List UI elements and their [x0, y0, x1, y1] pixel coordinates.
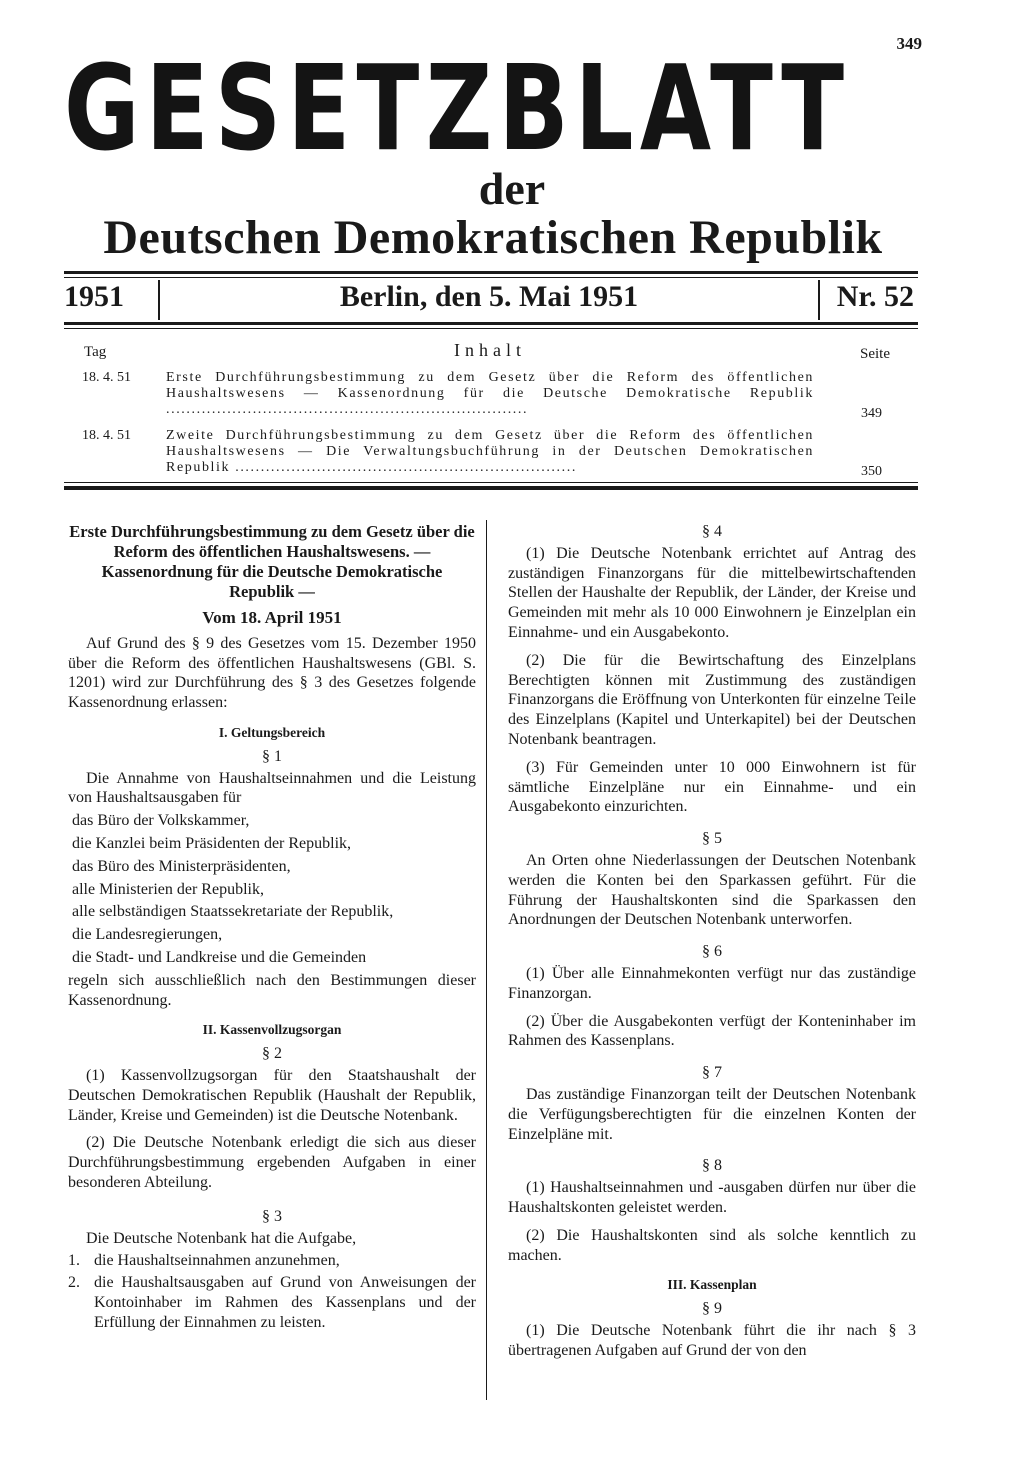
toc-col-tag: Tag [84, 344, 107, 360]
list-item: die Kanzlei beim Präsidenten der Republik, [72, 834, 352, 852]
paragraph-text: (3) Für Gemeinden unter 10 000 Einwohnern ist für sämtliche Einzelpläne nur ein Einnahme- und ein Ausgabekonto einzurichten. [508, 758, 916, 816]
issue-bar [64, 280, 918, 324]
list-item: alle selbständigen Staatssekretariate der Republik, [72, 903, 394, 921]
paragraph-text: Die Annahme von Haushaltseinnahmen und die Leistung von Haushaltsausgaben für [68, 769, 476, 807]
paragraph-text: Die Deutsche Notenbank hat die Aufgabe, [86, 1229, 357, 1247]
numbered-item [68, 1273, 476, 1332]
paragraph-text: (1) Kassenvollzugsorgan für den Staatshaushalt der Deutschen Demokratischen Republik (Haushalt der Republik, Länder, Kreise und Gemeinden) ist die Deutsche Notenbank. [68, 1066, 476, 1124]
paragraph-text: (2) Über die Ausgabekonten verfügt der Konteninhaber im Rahmen des Kassenplans. [508, 1012, 916, 1050]
paragraph-sign: § 1 [262, 747, 282, 765]
list-item: alle Ministerien der Republik, [72, 880, 264, 898]
paragraph-text: (2) Die für die Bewirtschaftung des Einzelplans Berechtigten können mit Zustimmung des zuständigen Finanzorgans die Eröffnung von Unterkonten für einzelne Teile des Einzelplans (Kapitel und Unterkapitel) bei der Deutschen Notenbank beantragen. [508, 651, 916, 748]
paragraph-sign: § 7 [702, 1064, 722, 1082]
list-item: die Landesregierungen, [72, 926, 223, 944]
toc-entry-date: 18. 4. 51 [82, 370, 131, 385]
masthead-der: der [478, 163, 546, 214]
item-number: 2. [68, 1274, 80, 1292]
toc-entry-page: 350 [861, 464, 882, 479]
paragraph-sign: § 8 [702, 1157, 722, 1175]
toc-entry-page: 349 [861, 406, 882, 421]
section-heading: I. Geltungsbereich [218, 724, 326, 740]
toc-entry [64, 370, 918, 426]
paragraph-text: Das zuständige Finanzorgan teilt der Deutschen Notenbank die Verfügungsberechtigten für die einzelnen Konten der Einzelpläne mit. [508, 1085, 916, 1143]
item-text: die Haushaltsausgaben auf Grund von Anweisungen der Kontoinhaber im Rahmen des Kassenplans und der Erfüllung der Einnahmen zu leisten. [94, 1274, 476, 1331]
section-heading: II. Kassenvollzugsorgan [202, 1022, 342, 1038]
toc-entry-text: Zweite Durchführungsbestimmung zu dem Gesetz über die Reform des öffentlichen Haushaltswesens — Die Verwaltungsbuchführung in der Deutschen Demokratischen Republik ................................................................... [166, 428, 814, 475]
paragraph-text: An Orten ohne Niederlassungen der Deutschen Notenbank werden die Konten bei den Sparkassen geführt. Für die Führung der Haushaltskonten sind die Sparkassen den Anordnungen der Deutschen Notenbank unterworfen. [508, 851, 916, 929]
toc-col-seite: Seite [860, 346, 890, 362]
list-item: das Büro der Volkskammer, [72, 812, 250, 830]
toc-entry-text: Erste Durchführungsbestimmung zu dem Gesetz über die Reform des öffentlichen Haushaltswesens — Kassenordnung für die Deutsche Demokratische Republik ....................................................................... [166, 370, 814, 417]
issue-divider-left [158, 280, 160, 320]
paragraph-text: (1) Die Deutsche Notenbank führt die ihr nach § 3 übertragenen Aufgaben auf Grund der von den [508, 1321, 916, 1359]
paragraph-text: (1) Die Deutsche Notenbank errichtet auf Antrag des zuständigen Finanzorgans für die mittelbewirtschaftenden Stellen der Haushalte der Republik, der Länder, der Kreise und Gemeinden mit mehr als 10 000 Einwohnern je Einzelplan ein Einnahme- und ein Ausgabekonto. [508, 544, 916, 641]
paragraph-sign: § 5 [702, 830, 722, 848]
document-date: Vom 18. April 1951 [202, 608, 342, 627]
paragraph-text: (1) Haushaltseinnahmen und -ausgaben dürfen nur über die Haushaltskonten geleistet werden. [508, 1179, 916, 1216]
rule-issue-thin [64, 328, 918, 329]
section-heading: III. Kassenplan [667, 1277, 757, 1293]
toc-header [64, 340, 918, 364]
paragraph-text: (2) Die Haushaltskonten sind als solche kenntlich zu machen. [508, 1226, 916, 1264]
rule-toc-thin [64, 482, 918, 483]
rule-issue-thick [64, 322, 918, 325]
toc-entry [64, 428, 918, 484]
rule-top-thick [64, 271, 918, 274]
document-title: Erste Durchführungsbestimmung zu dem Gesetz über die Reform des öffentlichen Haushaltswesens. — Kassenordnung für die Deutsche Demokratische Republik — [69, 522, 475, 601]
item-number: 1. [68, 1252, 80, 1270]
item-text: die Haushaltseinnahmen anzunehmen, [94, 1252, 340, 1270]
paragraph-text: (2) Die Deutsche Notenbank erledigt die sich aus dieser Durchführungsbestimmung ergebenden Aufgaben in einer besonderen Abteilung. [68, 1134, 476, 1191]
toc-entry-date: 18. 4. 51 [82, 428, 131, 443]
toc-heading: Inhalt [454, 340, 526, 360]
issue-number: Nr. 52 [836, 280, 914, 313]
issue-place-date: Berlin, den 5. Mai 1951 [339, 280, 639, 313]
list-item: das Büro des Ministerpräsidenten, [72, 857, 291, 875]
numbered-item [68, 1251, 476, 1271]
rule-toc-thick [64, 486, 918, 490]
left-column [68, 522, 476, 1335]
issue-divider-right [818, 280, 820, 320]
issue-year: 1951 [64, 280, 124, 313]
list-item: die Stadt- und Landkreise und die Gemeinden [72, 948, 367, 966]
column-divider [486, 520, 487, 1400]
paragraph-text: regeln sich ausschließlich nach den Bestimmungen dieser Kassenordnung. [68, 971, 476, 1009]
paragraph-text: (1) Über alle Einnahmekonten verfügt nur das zuständige Finanzorgan. [508, 964, 916, 1002]
right-column [508, 522, 916, 1368]
paragraph-sign: § 4 [702, 523, 722, 540]
preamble: Auf Grund des § 9 des Gesetzes vom 15. Dezember 1950 über die Reform des öffentlichen Haushaltswesens (GBl. S. 1201) wird zur Durchführung des § 3 des Gesetzes folgende Kassenordnung erlassen: [68, 634, 476, 712]
paragraph-sign: § 3 [262, 1207, 282, 1225]
paragraph-sign: § 2 [262, 1045, 282, 1063]
masthead-title: GESETZBLATT [64, 39, 851, 177]
masthead-subtitle: Deutschen Demokratischen Republik [103, 211, 883, 264]
page-number: 349 [896, 34, 922, 53]
paragraph-sign: § 9 [702, 1300, 722, 1318]
rule-top-thin [64, 277, 918, 278]
paragraph-sign: § 6 [702, 943, 722, 961]
